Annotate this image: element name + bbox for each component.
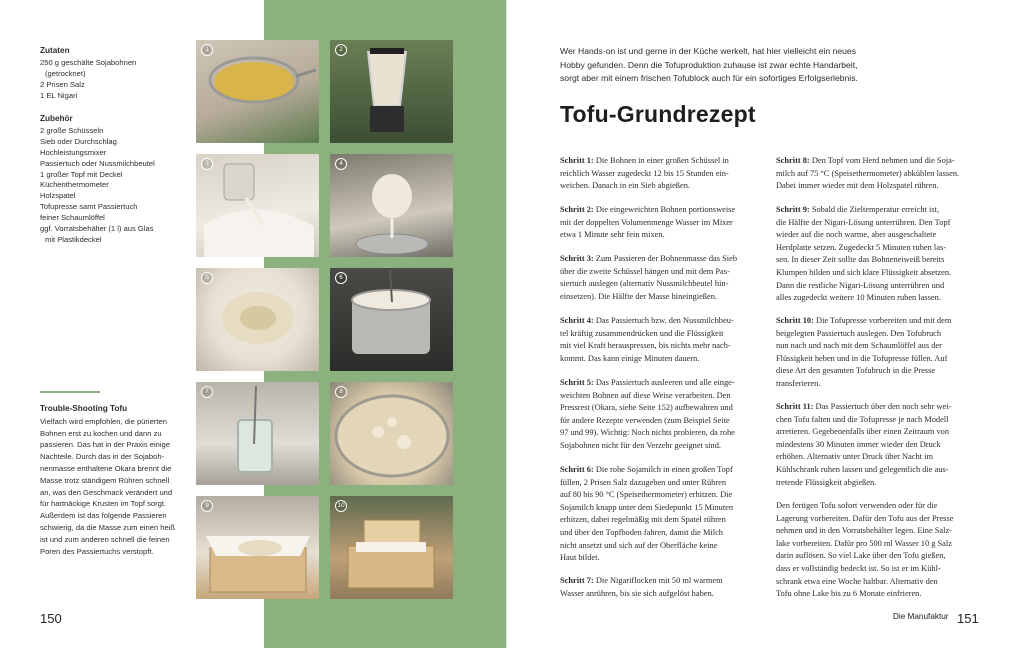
step-text: sen. In dieser Zeit sollte das Bohneneiweiß bereits xyxy=(776,255,945,265)
step-text: milch auf 75 °C (Speisethermometer) abkühlen lassen. xyxy=(776,168,960,178)
trouble-line: Nachteile. Durch das in der Sojaboh- xyxy=(40,452,165,462)
step-11 xyxy=(776,401,974,489)
tool-line: Küchenthermometer xyxy=(40,180,109,190)
squeezing-cloth-illustration xyxy=(330,154,453,257)
step-label: Schritt 2: xyxy=(560,205,594,214)
step-text: 97 und 99). Wichtig: Noch nichts probieren, da rohe xyxy=(560,428,735,438)
step-text: Dann die restliche Nigari-Lösung unterrühren und xyxy=(776,280,945,290)
step-text: chen Tofu falten und die Tofupresse je nach Modell xyxy=(776,414,949,424)
step-text: Wasser anrühren, bis sie sich aufgelöst haben. xyxy=(560,588,714,598)
step-text: wieder auf die noch warme, aber ausgeschaltete xyxy=(776,230,937,240)
book-gutter xyxy=(506,0,508,648)
tool-line: mit Plastikdeckel xyxy=(45,234,102,244)
step-text: mit viel Kraft herauspressen, bis nichts mehr nach- xyxy=(560,341,731,351)
intro-line: Hobby gefunden. Denn die Tofuproduktion zuhause ist zwar echte Handarbeit, xyxy=(560,59,858,70)
tool-line: 2 große Schüsseln xyxy=(40,125,104,135)
step-5 xyxy=(560,377,758,453)
step-2 xyxy=(560,204,758,242)
step-3 xyxy=(560,253,758,303)
tool-line: Tofupresse samt Passiertuch xyxy=(40,202,138,212)
step-text: Dabei immer wieder mit dem Holzspatel rühren. xyxy=(776,181,939,191)
step-label: Schritt 5: xyxy=(560,378,594,387)
step-label: Schritt 6: xyxy=(560,465,594,474)
tool-line: Hochleistungsmixer xyxy=(40,147,107,157)
step-text: tretende Flüssigkeit abgießen. xyxy=(776,477,877,487)
step-label: Schritt 3: xyxy=(560,254,594,263)
step-text: für andere Rezepte verwenden (zum Beispiel Seite xyxy=(560,415,730,425)
step-text: Das Passiertuch ausleeren und alle einge- xyxy=(593,378,735,387)
step-text: Die Nigariflocken mit 50 ml warmem xyxy=(593,576,723,585)
section-footer-label: Die Manufaktur xyxy=(893,612,949,621)
step-number-badge: 1 xyxy=(201,44,213,56)
step-label: Schritt 4: xyxy=(560,316,594,325)
step-text: Die Bohnen in einer großen Schüssel in xyxy=(593,156,729,165)
step-text: Das Passiertuch über den noch sehr wei- xyxy=(813,402,952,411)
step-text: nicht ansetzt und sich auf der Oberfläche keine xyxy=(560,540,718,550)
step-text: arretieren. Gegebenenfalls über einen Zeitraum von xyxy=(776,427,950,437)
step-label: Schritt 1: xyxy=(560,156,594,165)
step-text: Sobald die Zieltemperatur erreicht ist, xyxy=(809,205,940,214)
tools-heading: Zubehör xyxy=(40,114,73,123)
trouble-line: Außerdem ist das folgende Passieren xyxy=(40,511,167,521)
step-text: dass er vollständig bedeckt ist. So ist er im Kühl- xyxy=(776,563,941,573)
step-text: siertuch auslegen (alternativ Nussmilchbeutel hin- xyxy=(560,279,729,289)
step-label: Schritt 9: xyxy=(776,205,810,214)
step-photo-2 xyxy=(330,40,453,143)
intro-text xyxy=(560,45,890,86)
step-photo-8 xyxy=(330,382,453,485)
okara-in-cloth-illustration xyxy=(196,268,319,371)
tool-line: ggf. Vorratsbehälter (1 l) aus Glas xyxy=(40,224,154,234)
trouble-line: Bohnen erst zu kochen und dann zu xyxy=(40,428,162,438)
step-text: nun nach und nach mit dem Schaumlöffel aus der xyxy=(776,341,942,351)
step-text: auf 80 bis 90 °C (Speisethermometer) erhitzen. Die xyxy=(560,490,733,500)
step-text: Sojamilch knapp unter dem Siedepunkt 15 Minuten xyxy=(560,502,734,512)
glass-whisk-illustration xyxy=(196,382,319,485)
step-text: die Hälfte der Nigari-Lösung unterrühren. Den Topf xyxy=(776,217,951,227)
step-number-badge: 7 xyxy=(201,386,213,398)
step-text: diese Art den gesamten Tofubruch in die Presse xyxy=(776,366,936,376)
step-7 xyxy=(560,575,758,600)
step-photo-4 xyxy=(330,154,453,257)
step-8 xyxy=(776,155,974,193)
trouble-heading: Trouble-Shooting Tofu xyxy=(40,404,128,413)
step-text: nehmen und in den Vorratsbehälter legen. Eine Salz- xyxy=(776,526,952,536)
step-photo-1 xyxy=(196,40,319,143)
tofu-press-filling-illustration xyxy=(196,496,319,599)
step-text: erhitzen, dabei regelmäßig mit dem Spatel rühren xyxy=(560,515,726,525)
step-10 xyxy=(776,315,974,391)
trouble-divider xyxy=(40,391,100,393)
step-text: etwa 1 Minute sehr fein mixen. xyxy=(560,230,665,240)
ingredients-heading: Zutaten xyxy=(40,46,70,55)
step-number-badge: 4 xyxy=(335,158,347,170)
step-number-badge: 9 xyxy=(201,500,213,512)
pot-soymilk-illustration xyxy=(330,268,453,371)
step-photo-7 xyxy=(196,382,319,485)
step-photo-10 xyxy=(330,496,453,599)
blender-illustration xyxy=(330,40,453,143)
step-text: Das Passiertuch bzw. den Nussmilchbeu- xyxy=(593,316,734,325)
step-text: mit der doppelten Volumenmenge Wasser im Mixer xyxy=(560,217,733,227)
step-text: Klumpen bilden und sich klare Flüssigkeit absetzen. xyxy=(776,267,952,277)
step-photo-9 xyxy=(196,496,319,599)
trouble-line: schwierig, da die Masse zum einen heiß xyxy=(40,522,176,532)
step-label: Schritt 8: xyxy=(776,156,810,165)
step-text: weichten Bohnen auf diese Weise verarbeiten. Den xyxy=(560,390,731,400)
tool-line: Holzspatel xyxy=(40,191,76,201)
step-text: und über den Topfboden fahren, damit die Milch xyxy=(560,527,723,537)
step-text: Die eingeweichten Bohnen portionsweise xyxy=(593,205,736,214)
tool-line: Passiertuch oder Nussmilchbeutel xyxy=(40,158,155,168)
step-9 xyxy=(776,204,974,305)
step-text: Die Tofupresse vorbereiten und mit dem xyxy=(813,316,952,325)
colander-beans-illustration xyxy=(196,40,319,143)
intro-line: sorgt aber mit einem frischen Tofublock auch für ein sofortiges Erfolgserlebnis. xyxy=(560,73,858,83)
step-photo-3 xyxy=(196,154,319,257)
trouble-line: Poren des Passiertuchs verstopft. xyxy=(40,546,154,556)
trouble-line: Masse trotz ständigem Rühren schnell xyxy=(40,475,170,485)
trouble-shooting-box xyxy=(40,403,182,557)
step-text: kommt. Das kann einige Minuten dauern. xyxy=(560,353,700,363)
tools-block xyxy=(40,114,180,246)
step-4 xyxy=(560,315,758,365)
step-text: schrank etwa eine Woche haltbar. Alternativ den xyxy=(776,576,938,586)
step-text: Haut bildet. xyxy=(560,553,600,563)
ingredient-line: (getrocknet) xyxy=(45,68,86,78)
tool-line: 1 großer Topf mit Deckel xyxy=(40,169,123,179)
curdled-milk-illustration xyxy=(330,382,453,485)
step-photo-5 xyxy=(196,268,319,371)
trouble-line: passieren. Das hat in der Praxis einige xyxy=(40,440,171,450)
tool-line: feiner Schaumlöffel xyxy=(40,213,105,223)
step-label: Schritt 10: xyxy=(776,316,814,325)
step-text: weichen. Danach in ein Sieb abgießen. xyxy=(560,181,690,191)
pouring-into-sieve-illustration xyxy=(196,154,319,257)
tool-line: Sieb oder Durchschlag xyxy=(40,136,117,146)
step-text: erhöhen. Alternativ unter Druck über Nacht im xyxy=(776,452,933,462)
step-label: Schritt 7: xyxy=(560,576,594,585)
step-text: Zum Passieren der Bohnenmasse das Sieb xyxy=(593,254,738,263)
page-number-right: 151 xyxy=(957,611,979,626)
trouble-line: nenmasse enthaltene Okara brennt die xyxy=(40,463,172,473)
step-text: lake vorbereiten. Dafür pro 500 ml Wasser 10 g Salz xyxy=(776,538,952,548)
step-text: tel kräftig zusammendrücken und die Flüssigkeit xyxy=(560,328,724,338)
trouble-line: an, was den Geschmack verändert und xyxy=(40,487,173,497)
step-6 xyxy=(560,464,758,565)
step-text: Die rohe Sojamilch in einen großen Topf xyxy=(593,465,733,474)
step-1 xyxy=(560,155,758,193)
step-number-badge: 8 xyxy=(335,386,347,398)
ingredients-block xyxy=(40,46,180,102)
step-text: Kühlschrank ruhen lassen und gelegentlich die aus- xyxy=(776,464,949,474)
step-text: beigelegten Passiertuch auslegen. Den Tofubruch xyxy=(776,328,942,338)
trouble-line: Vielfach wird empfohlen, die pürierten xyxy=(40,416,167,426)
step-number-badge: 2 xyxy=(335,44,347,56)
recipe-title: Tofu-Grundrezept xyxy=(560,101,756,127)
step-text: Sojabohnen nicht für den Verzehr geeignet sind. xyxy=(560,440,722,450)
trouble-line: für hartnäckige Krusten im Topf sorgt. xyxy=(40,499,167,509)
step-text: transferieren. xyxy=(776,378,821,388)
step-text: alles zugedeckt weitere 10 Minuten ruhen lassen. xyxy=(776,293,941,303)
step-label: Schritt 11: xyxy=(776,402,814,411)
step-photo-6 xyxy=(330,268,453,371)
step-text: reichlich Wasser zugedeckt 12 bis 15 Stunden ein- xyxy=(560,168,729,178)
step-number-badge: 5 xyxy=(201,272,213,284)
page-number-left: 150 xyxy=(40,611,62,626)
step-text: über die zweite Schüssel hängen und mit dem Pas- xyxy=(560,266,730,276)
storage-paragraph xyxy=(776,500,974,601)
step-text: füllen, 2 Prisen Salz dazugeben und unter Rühren xyxy=(560,477,727,487)
step-text: einsetzen). Die Hälfte der Masse hineingießen. xyxy=(560,291,717,301)
step-text: Tofu ohne Lake bis zu 6 Monate einfrieren. xyxy=(776,589,922,599)
ingredient-line: 1 EL Nigari xyxy=(40,90,78,100)
step-text: Herdplatte setzen. Zugedeckt 5 Minuten ruhen las- xyxy=(776,242,946,252)
step-text: Den fertigen Tofu sofort verwenden oder für die xyxy=(776,501,938,510)
trouble-line: ist und zum anderen schnell die feinen xyxy=(40,534,170,544)
ingredient-line: 2 Prisen Salz xyxy=(40,79,85,89)
intro-line: Wer Hands-on ist und gerne in der Küche werkelt, hat hier vielleicht ein neues xyxy=(560,46,857,56)
step-number-badge: 10 xyxy=(335,500,347,512)
step-number-badge: 3 xyxy=(201,158,213,170)
step-text: mindestens 30 Minuten immer wieder den Druck xyxy=(776,439,941,449)
step-text: Pressrest (Okara, siehe Seite 152) aufbewahren und xyxy=(560,403,733,413)
step-number-badge: 6 xyxy=(335,272,347,284)
step-text: darin auflösen. So viel Lake über den Tofu gießen, xyxy=(776,551,946,561)
ingredient-line: 250 g geschälte Sojabohnen xyxy=(40,57,137,67)
step-text: Den Topf vom Herd nehmen und die Soja- xyxy=(809,156,955,165)
tofu-press-closed-illustration xyxy=(330,496,453,599)
step-text: Flüssigkeit heben und in die Tofupresse füllen. Auf xyxy=(776,353,948,363)
step-text: Lagerung vorbereiten. Dafür den Tofu aus der Presse xyxy=(776,513,954,523)
